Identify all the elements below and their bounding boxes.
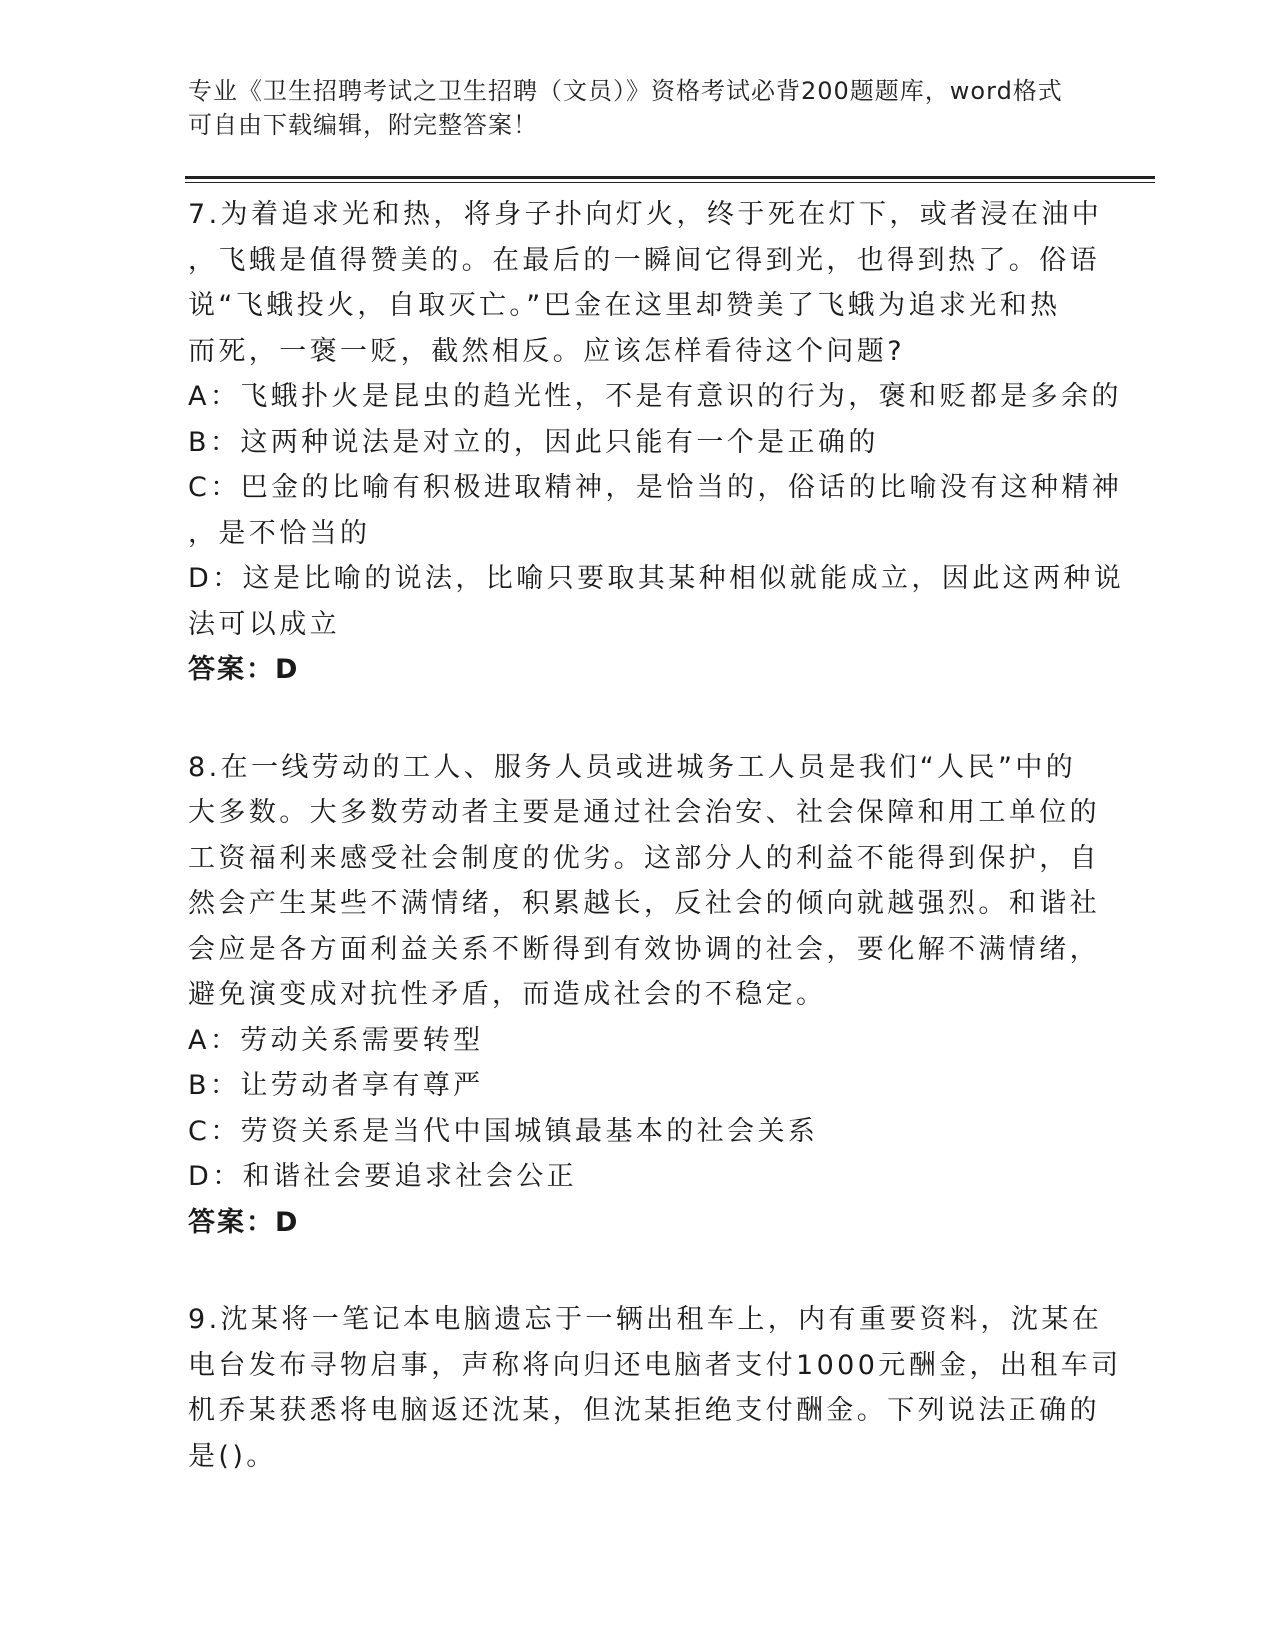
- question-stem-line: 会应是各方面利益关系不断得到有效协调的社会，要化解不满情绪，: [188, 933, 1100, 965]
- question-stem-line: 机乔某获悉将电脑返还沈某，但沈某拒绝支付酬金。下列说法正确的: [188, 1395, 1100, 1426]
- option-c-continued: ，是不恰当的: [188, 517, 371, 549]
- option-d: D：这是比喻的说法，比喻只要取其某种相似就能成立，因此这两种说: [188, 563, 1125, 594]
- option-b: B：让劳动者享有尊严: [188, 1070, 484, 1101]
- question-stem-line: 7.为着追求光和热，将身子扑向灯火，终于死在灯下，或者浸在油中: [188, 199, 1103, 230]
- header-rule-thin: [185, 182, 1155, 183]
- question-list: [188, 192, 1125, 1531]
- question-stem-line: 然会产生某些不满情绪，积累越长，反社会的倾向就越强烈。和谐社: [188, 888, 1100, 919]
- option-a: A：劳动关系需要转型: [188, 1024, 484, 1056]
- document-header: [188, 74, 1088, 142]
- question-8: [188, 745, 1100, 1246]
- question-stem-line: 是()。: [188, 1440, 277, 1472]
- option-c: C：巴金的比喻有积极进取精神，是恰当的，俗话的比喻没有这种精神: [188, 472, 1123, 503]
- option-a: A：飞蛾扑火是昆虫的趋光性，不是有意识的行为，褒和贬都是多余的: [188, 381, 1122, 412]
- question-7: [188, 192, 1125, 693]
- question-stem-line: 9.沈某将一笔记本电脑遗忘于一辆出租车上，内有重要资料，沈某在: [188, 1304, 1103, 1335]
- question-stem-line: 大多数。大多数劳动者主要是通过社会治安、社会保障和用工单位的: [188, 797, 1100, 828]
- question-stem-line: ，飞蛾是值得赞美的。在最后的一瞬间它得到光，也得到热了。俗语: [188, 244, 1100, 276]
- question-stem-line: 8.在一线劳动的工人、服务人员或进城务工人员是我们“人民”中的: [188, 751, 1077, 783]
- option-d: D：和谐社会要追求社会公正: [188, 1161, 577, 1192]
- question-stem-line: 而死，一褒一贬，截然相反。应该怎样看待这个问题?: [188, 335, 905, 367]
- header-line-1: 专业《卫生招聘考试之卫生招聘（文员）》资格考试必背200题题库，word格式: [188, 77, 1063, 105]
- header-line-2: 可自由下载编辑，附完整答案！: [188, 111, 538, 139]
- header-rule-thick: [185, 176, 1155, 179]
- option-c: C：劳资关系是当代中国城镇最基本的社会关系: [188, 1115, 819, 1147]
- question-stem-line: 工资福利来感受社会制度的优劣。这部分人的利益不能得到保护，自: [188, 842, 1100, 874]
- question-stem-line: 避免演变成对抗性矛盾，而造成社会的不稳定。: [188, 979, 827, 1010]
- answer-label: 答案：D: [188, 654, 300, 685]
- question-stem-line: 说“飞蛾投火，自取灭亡。”巴金在这里却赞美了飞蛾为追求光和热: [188, 290, 1061, 321]
- question-stem-line: 电台发布寻物启事，声称将向归还电脑者支付1000元酬金，出租车司: [188, 1349, 1122, 1381]
- question-9: [188, 1297, 1122, 1479]
- option-b: B：这两种说法是对立的，因此只能有一个是正确的: [188, 426, 879, 458]
- answer-label: 答案：D: [188, 1206, 300, 1238]
- option-d-continued: 法可以成立: [188, 608, 340, 640]
